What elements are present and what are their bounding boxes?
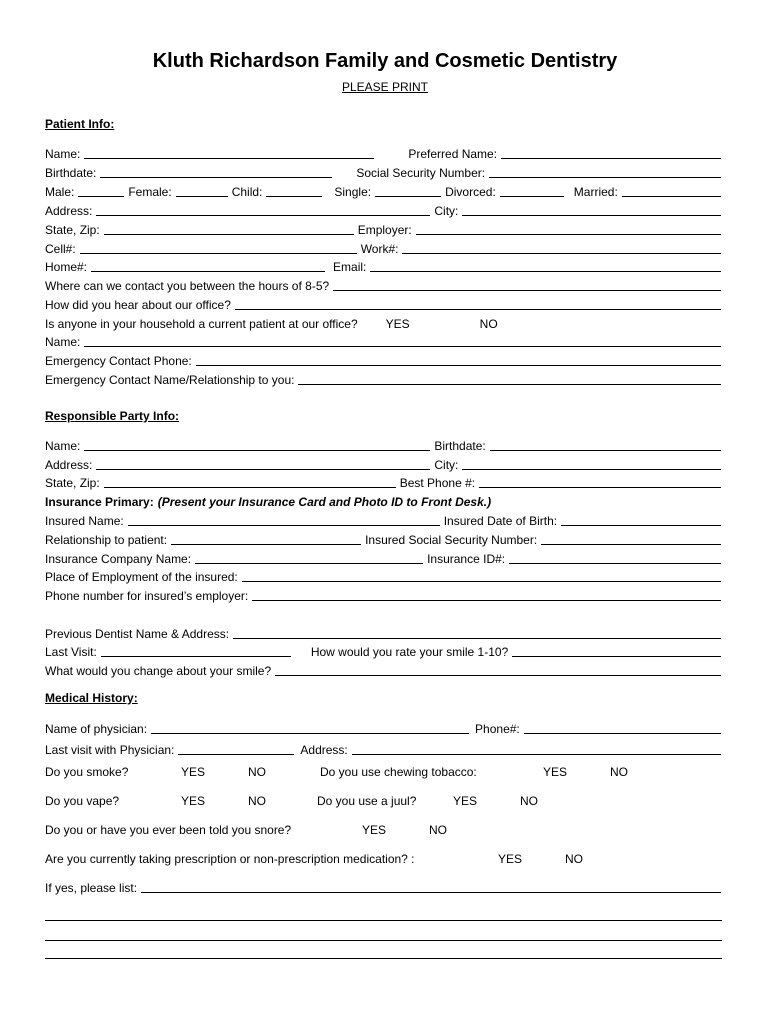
household-no-option[interactable]: NO bbox=[479, 317, 498, 331]
snore-yes-option[interactable]: YES bbox=[362, 823, 387, 837]
juul-label: Do you use a juul? bbox=[317, 794, 417, 808]
rp-address-row bbox=[45, 456, 725, 472]
last-visit-field[interactable] bbox=[101, 656, 291, 657]
cell-label: Cell#: bbox=[45, 242, 76, 256]
child-label: Child: bbox=[231, 185, 263, 199]
page-title: Kluth Richardson Family and Cosmetic Dentistry bbox=[152, 50, 618, 72]
email-field[interactable] bbox=[370, 271, 721, 272]
physician-visit-label: Last visit with Physician: bbox=[45, 743, 175, 757]
medication-row bbox=[45, 850, 725, 866]
rp-city-field[interactable] bbox=[462, 469, 721, 470]
household-name-label: Name: bbox=[45, 335, 81, 349]
physician-label: Name of physician: bbox=[45, 722, 148, 736]
insured-dob-label: Insured Date of Birth: bbox=[443, 514, 558, 528]
ssn-field[interactable] bbox=[489, 177, 721, 178]
responsible-party-heading: Responsible Party Info: bbox=[45, 409, 180, 423]
medication-list-field[interactable] bbox=[141, 892, 721, 893]
rp-state-row bbox=[45, 474, 725, 490]
medication-yes-option[interactable]: YES bbox=[498, 852, 523, 866]
insured-name-row bbox=[45, 512, 725, 528]
female-label: Female: bbox=[128, 185, 172, 199]
patient-info-heading: Patient Info: bbox=[45, 117, 115, 131]
physician-field[interactable] bbox=[151, 733, 469, 734]
work-label: Work#: bbox=[360, 242, 399, 256]
insured-ssn-field[interactable] bbox=[541, 544, 721, 545]
place-employment-row bbox=[45, 568, 725, 584]
chewing-tobacco-label: Do you use chewing tobacco: bbox=[320, 765, 477, 779]
insured-ssn-label: Insured Social Security Number: bbox=[365, 533, 538, 547]
cell-work-row bbox=[45, 240, 725, 256]
juul-yes-option[interactable]: YES bbox=[453, 794, 478, 808]
rp-address-label: Address: bbox=[45, 458, 93, 472]
rp-city-label: City: bbox=[434, 458, 459, 472]
relationship-field[interactable] bbox=[171, 544, 361, 545]
preferred-name-field[interactable] bbox=[501, 158, 721, 159]
birthdate-label: Birthdate: bbox=[45, 166, 97, 180]
rp-best-phone-field[interactable] bbox=[479, 487, 721, 488]
emergency-name-field[interactable] bbox=[298, 384, 721, 385]
preferred-name-label: Preferred Name: bbox=[408, 147, 498, 161]
patient-name-row bbox=[45, 145, 725, 161]
relationship-label: Relationship to patient: bbox=[45, 533, 168, 547]
previous-dentist-field[interactable] bbox=[233, 638, 721, 639]
male-field[interactable] bbox=[78, 196, 124, 197]
place-employment-field[interactable] bbox=[242, 581, 721, 582]
smoke-no-option[interactable]: NO bbox=[248, 765, 266, 779]
change-smile-row bbox=[45, 662, 725, 678]
emergency-name-row bbox=[45, 371, 725, 387]
place-employment-label: Place of Employment of the insured: bbox=[45, 570, 238, 584]
physician-address-field[interactable] bbox=[352, 754, 721, 755]
snore-row bbox=[45, 821, 725, 837]
previous-dentist-row bbox=[45, 625, 725, 641]
insurance-company-field[interactable] bbox=[195, 563, 423, 564]
insured-name-label: Insured Name: bbox=[45, 514, 124, 528]
rp-state-zip-field[interactable] bbox=[104, 487, 396, 488]
smoke-row bbox=[45, 763, 725, 779]
male-label: Male: bbox=[45, 185, 75, 199]
home-label: Home#: bbox=[45, 260, 88, 274]
medication-list-line-3[interactable] bbox=[45, 940, 722, 941]
medical-history-heading: Medical History: bbox=[45, 691, 138, 705]
insurance-primary-label: Insurance Primary: bbox=[45, 495, 154, 509]
birthdate-row bbox=[45, 164, 725, 180]
insurance-company-row bbox=[45, 550, 725, 566]
single-field[interactable] bbox=[375, 196, 441, 197]
vape-no-option[interactable]: NO bbox=[248, 794, 266, 808]
rp-state-zip-label: State, Zip: bbox=[45, 476, 100, 490]
juul-no-option[interactable]: NO bbox=[520, 794, 538, 808]
rp-name-label: Name: bbox=[45, 439, 81, 453]
emergency-name-label: Emergency Contact Name/Relationship to you: bbox=[45, 373, 295, 387]
last-visit-label: Last Visit: bbox=[45, 645, 97, 659]
medication-no-option[interactable]: NO bbox=[565, 852, 583, 866]
vape-yes-option[interactable]: YES bbox=[181, 794, 206, 808]
rp-name-row bbox=[45, 437, 725, 453]
chewing-yes-option[interactable]: YES bbox=[543, 765, 568, 779]
patient-name-field[interactable] bbox=[84, 158, 374, 159]
physician-row bbox=[45, 720, 725, 736]
chewing-no-option[interactable]: NO bbox=[610, 765, 628, 779]
work-field[interactable] bbox=[402, 253, 721, 254]
physician-visit-row bbox=[45, 741, 725, 757]
last-visit-row bbox=[45, 643, 725, 659]
city-label: City: bbox=[434, 204, 459, 218]
medication-list-line-2[interactable] bbox=[45, 920, 722, 921]
hear-about-row bbox=[45, 296, 725, 312]
physician-visit-field[interactable] bbox=[178, 754, 294, 755]
rp-birthdate-field[interactable] bbox=[490, 450, 721, 451]
contact-hours-field[interactable] bbox=[333, 290, 721, 291]
medication-list-label: If yes, please list: bbox=[45, 881, 138, 895]
home-email-row bbox=[45, 258, 725, 274]
single-label: Single: bbox=[334, 185, 372, 199]
emergency-phone-row bbox=[45, 352, 725, 368]
insurance-company-label: Insurance Company Name: bbox=[45, 552, 192, 566]
smoke-label: Do you smoke? bbox=[45, 765, 129, 779]
divorced-field[interactable] bbox=[500, 196, 564, 197]
please-print-note: PLEASE PRINT bbox=[341, 80, 429, 94]
rp-name-field[interactable] bbox=[84, 450, 430, 451]
rp-best-phone-label: Best Phone #: bbox=[399, 476, 476, 490]
household-name-row bbox=[45, 333, 725, 349]
rp-birthdate-label: Birthdate: bbox=[434, 439, 486, 453]
insurance-primary-row bbox=[45, 493, 725, 509]
married-field[interactable] bbox=[622, 196, 721, 197]
smoke-yes-option[interactable]: YES bbox=[181, 765, 206, 779]
snore-no-option[interactable]: NO bbox=[429, 823, 447, 837]
home-field[interactable] bbox=[91, 271, 325, 272]
birthdate-field[interactable] bbox=[100, 177, 332, 178]
patient-name-label: Name: bbox=[45, 147, 81, 161]
email-label: Email: bbox=[333, 260, 367, 274]
household-patient-row bbox=[45, 315, 725, 331]
medication-list-row bbox=[45, 879, 725, 895]
child-field[interactable] bbox=[266, 196, 322, 197]
employer-phone-label: Phone number for insured’s employer: bbox=[45, 589, 249, 603]
insurance-id-field[interactable] bbox=[509, 563, 721, 564]
contact-hours-label: Where can we contact you between the hours of 8-5? bbox=[45, 279, 330, 293]
hear-about-field[interactable] bbox=[235, 309, 721, 310]
divorced-label: Divorced: bbox=[445, 185, 496, 199]
rate-smile-label: How would you rate your smile 1-10? bbox=[310, 645, 509, 659]
employer-phone-row bbox=[45, 587, 725, 603]
physician-phone-field[interactable] bbox=[524, 733, 721, 734]
hear-about-label: How did you hear about our office? bbox=[45, 298, 231, 312]
change-smile-field[interactable] bbox=[275, 675, 721, 676]
city-field[interactable] bbox=[462, 215, 721, 216]
employer-phone-field[interactable] bbox=[252, 600, 721, 601]
gender-marital-row bbox=[45, 183, 725, 199]
address-field[interactable] bbox=[96, 215, 430, 216]
insurance-id-label: Insurance ID#: bbox=[427, 552, 506, 566]
household-yes-option[interactable]: YES bbox=[385, 317, 410, 331]
vape-label: Do you vape? bbox=[45, 794, 120, 808]
state-zip-label: State, Zip: bbox=[45, 223, 100, 237]
snore-label: Do you or have you ever been told you snore? bbox=[45, 823, 292, 837]
insured-name-field[interactable] bbox=[128, 525, 440, 526]
vape-row bbox=[45, 792, 725, 808]
cell-field[interactable] bbox=[80, 253, 357, 254]
previous-dentist-label: Previous Dentist Name & Address: bbox=[45, 627, 230, 641]
insurance-note: (Present your Insurance Card and Photo ID to Front Desk.) bbox=[157, 495, 492, 509]
change-smile-label: What would you change about your smile? bbox=[45, 664, 272, 678]
state-zip-field[interactable] bbox=[104, 234, 354, 235]
physician-phone-label: Phone#: bbox=[475, 722, 520, 736]
insured-dob-field[interactable] bbox=[561, 525, 721, 526]
medication-list-line-4[interactable] bbox=[45, 958, 722, 959]
household-name-field[interactable] bbox=[84, 346, 721, 347]
ssn-label: Social Security Number: bbox=[356, 166, 486, 180]
emergency-phone-field[interactable] bbox=[196, 365, 721, 366]
employer-field[interactable] bbox=[416, 234, 721, 235]
medication-label: Are you currently taking prescription or non-prescription medication? : bbox=[45, 852, 415, 866]
address-row bbox=[45, 202, 725, 218]
rp-address-field[interactable] bbox=[96, 469, 430, 470]
household-patient-label: Is anyone in your household a current patient at our office? bbox=[45, 317, 358, 331]
state-employer-row bbox=[45, 221, 725, 237]
married-label: Married: bbox=[573, 185, 618, 199]
contact-hours-row bbox=[45, 277, 725, 293]
employer-label: Employer: bbox=[357, 223, 412, 237]
female-field[interactable] bbox=[176, 196, 228, 197]
physician-address-label: Address: bbox=[300, 743, 348, 757]
address-label: Address: bbox=[45, 204, 93, 218]
rate-smile-field[interactable] bbox=[512, 656, 721, 657]
relationship-row bbox=[45, 531, 725, 547]
emergency-phone-label: Emergency Contact Phone: bbox=[45, 354, 192, 368]
